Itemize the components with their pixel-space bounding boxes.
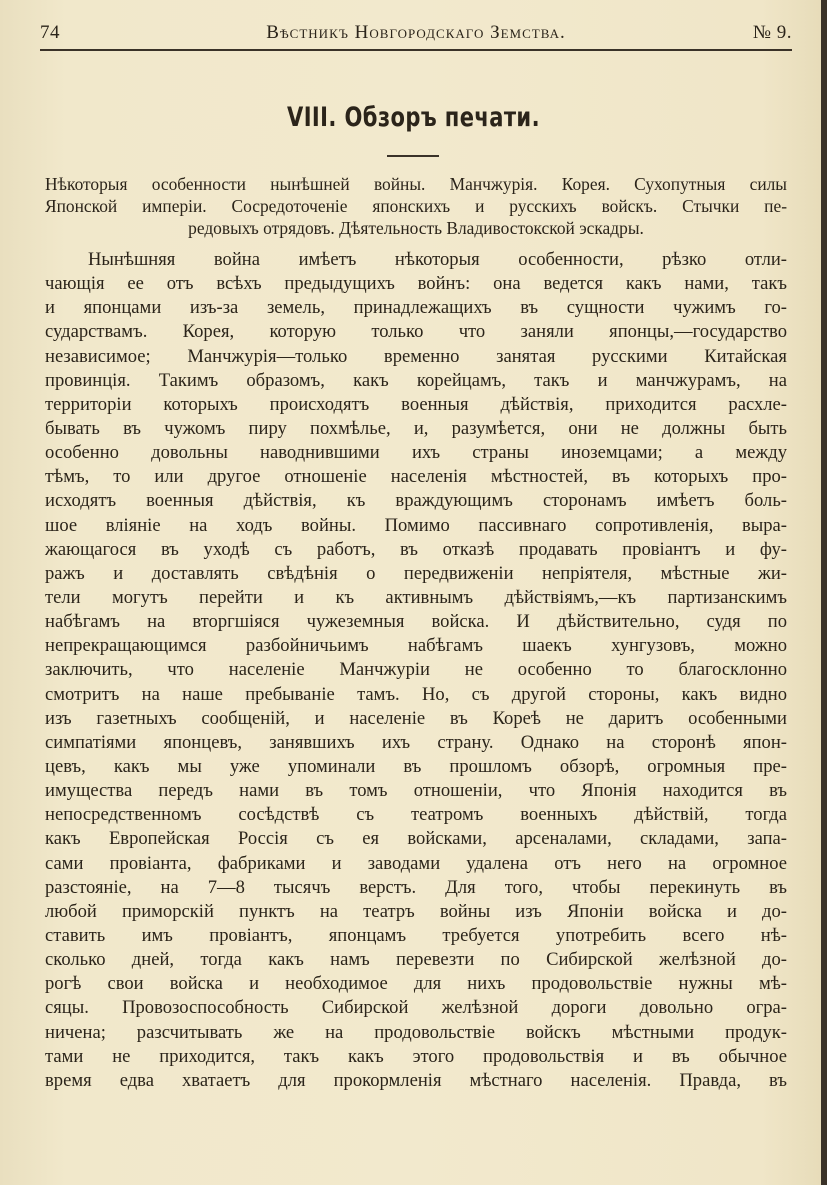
journal-title: Вѣстникъ Новгородскаго Земства.: [266, 22, 566, 43]
body-line: особенно довольны наводнившими ихъ страны иноземцами; а между: [45, 442, 787, 464]
body-line: шое вліяніе на ходъ войны. Помимо пассивнаго сопротивленія, выра-: [45, 514, 787, 536]
body-line: Нынѣшняя война имѣетъ нѣкоторыя особенности, рѣзко отли-: [88, 249, 787, 270]
body-line: жающагося въ уходѣ съ работъ, въ отказѣ продавать провіантъ и фу-: [45, 538, 787, 560]
body-line: заключить, что населеніе Манчжуріи не особенно то благосклонно: [45, 659, 787, 681]
body-line: любой приморскій пунктъ на театръ войны изъ Японіи войска и до-: [45, 900, 787, 922]
body-line: цевъ, какъ мы уже упоминали въ прошломъ обзорѣ, огромныя пре-: [45, 755, 787, 777]
summary-line: Нѣкоторыя особенности нынѣшней войны. Манчжурія. Корея. Сухопутныя силы: [45, 174, 787, 194]
scan-edge: [821, 0, 827, 1185]
section-title: VIII. Обзоръ печати.: [287, 102, 540, 133]
body-line: территоріи которыхъ происходятъ военныя дѣйствія, приходится расхле-: [45, 393, 787, 415]
body-line: имущества передъ нами въ томъ отношеніи, что Японія находится въ: [45, 780, 787, 802]
article-body: [45, 248, 787, 1093]
body-line: тели могутъ перейти и къ активнымъ дѣйствіямъ,—къ партизанскимъ: [45, 586, 787, 608]
body-line: изъ газетныхъ сообщеній, и населеніе въ Кореѣ не даритъ особенными: [45, 707, 787, 729]
section-summary: [45, 173, 787, 239]
body-line: разстояніе, на 7—8 тысячъ верстъ. Для того, чтобы перекинуть въ: [45, 876, 787, 898]
summary-line: редовыхъ отрядовъ. Дѣятельность Владивостокской эскадры.: [188, 218, 644, 238]
title-rule: [387, 155, 439, 157]
body-line: чающія ее отъ всѣхъ предыдущихъ войнъ: она ведется какъ нами, такъ: [45, 273, 787, 295]
body-line: ражъ и доставлять свѣдѣнія о передвиженіи непріятеля, мѣстные жи-: [45, 562, 787, 584]
summary-line: Японской имперіи. Сосредоточеніе японскихъ и русскихъ войскъ. Стычки пе-: [45, 196, 787, 216]
body-line: рогѣ свои войска и необходимое для нихъ продовольствіе нужны мѣ-: [45, 973, 787, 995]
body-line: смотритъ на наше пребываніе тамъ. Но, съ другой стороны, какъ видно: [45, 683, 787, 705]
body-line: время едва хватаетъ для прокормленія мѣстнаго населенія. Правда, въ: [45, 1069, 787, 1091]
body-line: тами не приходится, такъ какъ этого продовольствія и въ обычное: [45, 1045, 787, 1067]
body-line: сяцы. Провозоспособность Сибирской желѣзной дороги довольно огра-: [45, 997, 787, 1019]
body-line: непосредственномъ сосѣдствѣ съ театромъ военныхъ дѣйствій, тогда: [45, 804, 787, 826]
body-line: сами провіанта, фабриками и заводами удалена отъ него на огромное: [45, 852, 787, 874]
body-line: какъ Европейская Россія съ ея войсками, арсеналами, складами, запа-: [45, 828, 787, 850]
body-line: сколько дней, тогда какъ намъ перевезти по Сибирской желѣзной до-: [45, 949, 787, 971]
body-line: симпатіями японцевъ, занявшихъ ихъ страну. Однако на сторонѣ япон-: [45, 731, 787, 753]
body-line: набѣгамъ на вторгшіяся чужеземныя войска. И дѣйствительно, судя по: [45, 611, 787, 633]
body-line: бывать въ чужомъ пиру похмѣлье, и, разумѣется, они не должны быть: [45, 417, 787, 439]
body-line: независимое; Манчжурія—только временно занятая русскими Китайская: [45, 345, 787, 367]
body-line: и японцами изъ-за земель, принадлежащихъ въ сущности чужимъ го-: [45, 297, 787, 319]
issue-number: № 9.: [752, 22, 792, 43]
body-line: исходятъ военныя дѣйствія, къ враждующимъ сторонамъ имѣетъ боль-: [45, 490, 787, 512]
body-line: сударствамъ. Корея, которую только что заняли японцы,—государство: [45, 321, 787, 343]
body-line: ничена; разсчитывать же на продовольствіе войскъ мѣстными продук-: [45, 1021, 787, 1043]
body-line: тѣмъ, то или другое отношеніе населенія мѣстностей, въ которыхъ про-: [45, 466, 787, 488]
header-rule: [40, 49, 792, 51]
body-line: непрекращающимся разбойничьимъ набѣгамъ шаекъ хунгузовъ, можно: [45, 635, 787, 657]
body-line: ставить имъ провіантъ, японцамъ требуется употребить всего нѣ-: [45, 924, 787, 946]
running-header: [40, 22, 792, 48]
page-number: 74: [40, 22, 60, 43]
body-line: провинція. Такимъ образомъ, какъ корейцамъ, такъ и манчжурамъ, на: [45, 369, 787, 391]
